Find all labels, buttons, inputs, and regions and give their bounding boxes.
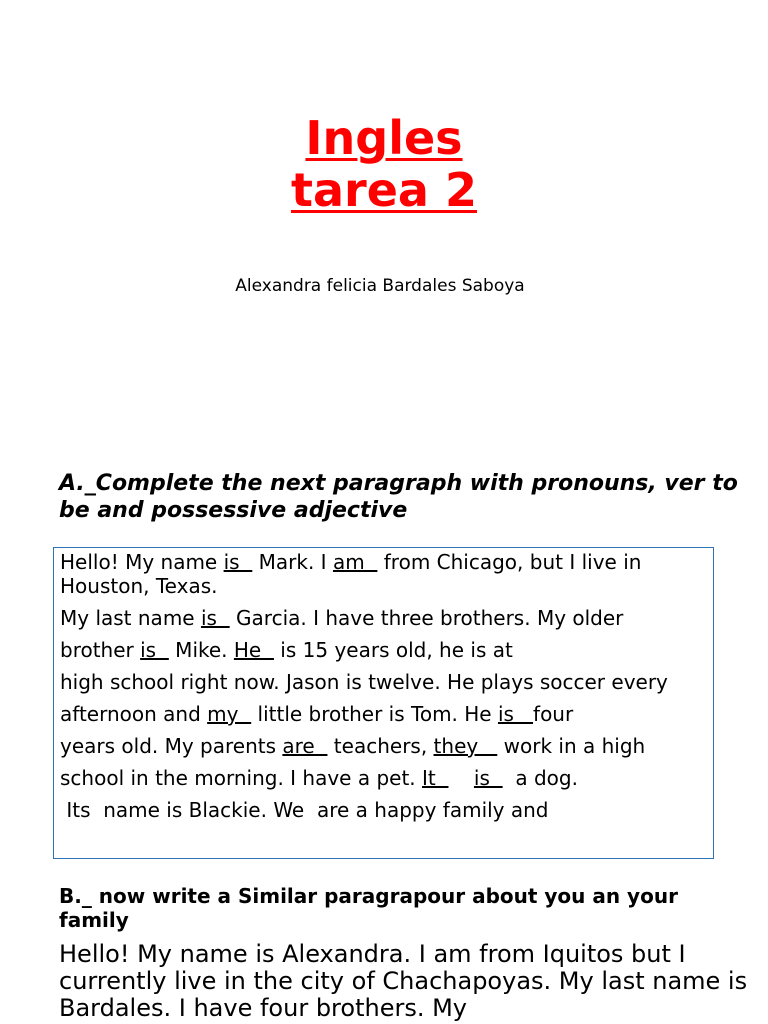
answer-blank: is: [223, 550, 253, 574]
exercise-line: [60, 702, 707, 726]
line-text: Garcia. I have three brothers. My older: [229, 606, 624, 630]
line-text: Mike.: [168, 638, 234, 662]
answer-blank: It: [422, 766, 449, 790]
answer-blank: is: [497, 702, 534, 726]
answer-blank: is: [200, 606, 230, 630]
exercise-line: [60, 734, 707, 758]
answer-blank: is: [473, 766, 503, 790]
line-text: is 15 years old, he is at: [273, 638, 513, 662]
line-text: Mark. I: [252, 550, 333, 574]
exercise-line: [60, 606, 707, 630]
line-text: school in the morning. I have a pet.: [60, 766, 423, 790]
section-b-heading: B._ now write a Similar paragrapour about you an your family: [59, 884, 678, 932]
line-text: high school right now. Jason is twelve. He plays soccer every: [60, 670, 668, 694]
line-text: four: [533, 702, 574, 726]
exercise-line: [60, 798, 707, 822]
exercise-line: [60, 766, 707, 790]
exercise-line: [60, 670, 707, 694]
line-text: years old. My parents: [60, 734, 283, 758]
line-text: My last name: [60, 606, 201, 630]
section-a-heading: A._Complete the next paragraph with pronouns, ver to be and possessive adjective: [59, 471, 738, 523]
section-b-answer: Hello! My name is Alexandra. I am from Iquitos but I currently live in the city of Chachapoyas. My last name is Bardales. I have four brothers. My: [59, 940, 748, 1022]
line-text: brother: [60, 638, 141, 662]
line-text: little brother is Tom. He: [251, 702, 498, 726]
line-text: teachers,: [327, 734, 434, 758]
line-text: Its name is Blackie. We are a happy family and: [60, 798, 549, 822]
title-line-1: Ingles: [305, 111, 463, 165]
author-name: Alexandra felicia Bardales Saboya: [235, 276, 525, 296]
line-text: a dog.: [502, 766, 578, 790]
answer-blank: is: [140, 638, 169, 662]
document-title: [0, 112, 768, 216]
line-text: Hello! My name: [60, 550, 224, 574]
exercise-text-box: [53, 547, 714, 859]
answer-blank: am: [332, 550, 378, 574]
answer-blank: they: [433, 734, 498, 758]
exercise-line: [60, 638, 707, 662]
answer-blank: He: [233, 638, 274, 662]
line-text: afternoon and: [60, 702, 208, 726]
exercise-line: [60, 550, 707, 598]
title-line-2: tarea 2: [291, 163, 477, 217]
line-text: work in a high: [497, 734, 646, 758]
line-text: from Chicago, but I live in Houston, Texas.: [60, 550, 642, 598]
exercise-paragraph: [54, 548, 713, 822]
answer-blank: my: [207, 702, 252, 726]
answer-blank: are: [282, 734, 328, 758]
line-text: [448, 766, 473, 790]
